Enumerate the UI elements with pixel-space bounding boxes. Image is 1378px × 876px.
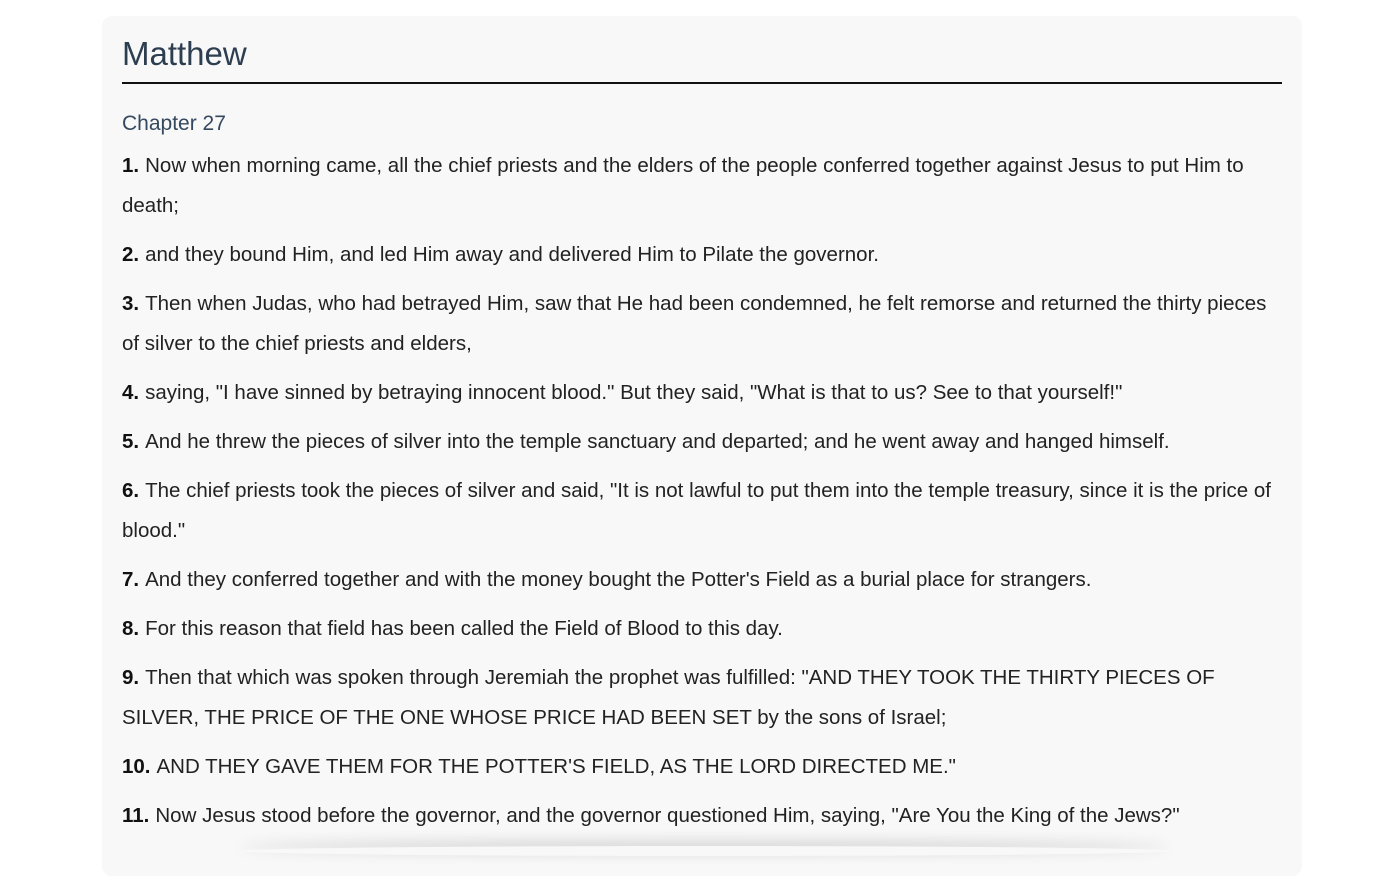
chapter-card xyxy=(102,16,1302,876)
verse-number: 7. xyxy=(122,568,140,591)
verse xyxy=(122,471,1282,551)
verse-number: 6. xyxy=(122,479,140,502)
verse xyxy=(122,609,1282,649)
verse-text: The chief priests took the pieces of silver and said, "It is not lawful to put them into the temple treasury, since it is the price of blood." xyxy=(122,479,1271,542)
verse-text: Then when Judas, who had betrayed Him, saw that He had been condemned, he felt remorse and returned the thirty pieces of silver to the chief priests and elders, xyxy=(122,292,1267,355)
verse-number: 5. xyxy=(122,430,140,453)
verse-number: 3. xyxy=(122,292,140,315)
verse-text: AND THEY GAVE THEM FOR THE POTTER'S FIELD, AS THE LORD DIRECTED ME." xyxy=(156,755,956,778)
verse xyxy=(122,747,1282,787)
scroll-shadow xyxy=(240,846,1170,856)
verse xyxy=(122,560,1282,600)
verse-text: saying, "I have sinned by betraying innocent blood." But they said, "What is that to us? See to that yourself!" xyxy=(145,381,1123,404)
verse-text: Then that which was spoken through Jeremiah the prophet was fulfilled: "AND THEY TOOK THE THIRTY PIECES OF SILVER, THE PRICE OF THE ONE WHOSE PRICE HAD BEEN SET by the sons of Israel; xyxy=(122,666,1215,729)
verse-text: For this reason that field has been called the Field of Blood to this day. xyxy=(145,617,783,640)
verse xyxy=(122,658,1282,738)
verse-number: 1. xyxy=(122,154,140,177)
verse-number: 4. xyxy=(122,381,140,404)
verse-text: And they conferred together and with the money bought the Potter's Field as a burial place for strangers. xyxy=(145,568,1092,591)
verse-text: and they bound Him, and led Him away and delivered Him to Pilate the governor. xyxy=(145,243,879,266)
verse xyxy=(122,796,1282,836)
verse xyxy=(122,373,1282,413)
verse xyxy=(122,422,1282,462)
verse-number: 9. xyxy=(122,666,140,689)
verse-number: 8. xyxy=(122,617,140,640)
verse-text: Now when morning came, all the chief priests and the elders of the people conferred together against Jesus to put Him to death; xyxy=(122,154,1244,217)
book-title: Matthew xyxy=(122,34,1282,84)
verse-number: 11. xyxy=(122,804,150,827)
verse xyxy=(122,235,1282,275)
chapter-title: Chapter 27 xyxy=(122,112,226,135)
verse xyxy=(122,284,1282,364)
verse-number: 2. xyxy=(122,243,140,266)
verse xyxy=(122,146,1282,226)
verse-number: 10. xyxy=(122,755,151,778)
verse-text: And he threw the pieces of silver into the temple sanctuary and departed; and he went away and hanged himself. xyxy=(145,430,1170,453)
verse-text: Now Jesus stood before the governor, and the governor questioned Him, saying, "Are You the King of the Jews?" xyxy=(155,804,1180,827)
